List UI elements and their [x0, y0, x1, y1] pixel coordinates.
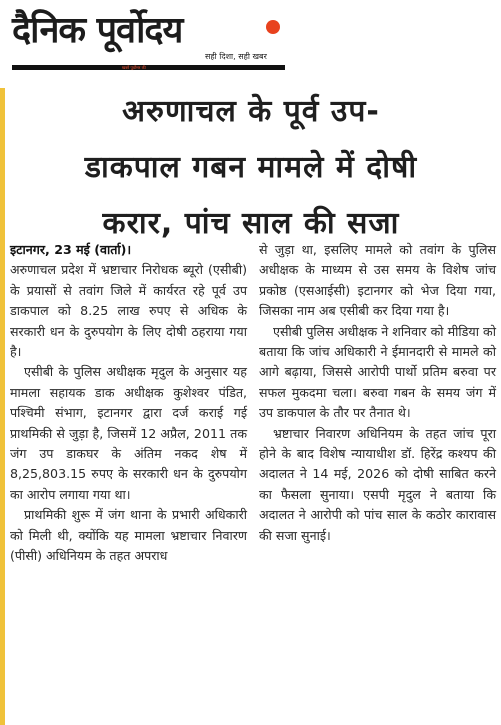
article-paragraph-text: अरुणाचल प्रदेश में भ्रष्टाचार निरोधक ब्यूरो (एसीबी) के प्रयासों से तवांग जिले में कार्यरत रहे पूर्व उप डाकपाल को 8.25 लाख रुपए से अधिक के सरकारी धन के दुरुपयोग के लिए दोषी ठहराया गया है।: [10, 262, 247, 360]
left-accent-strip: [0, 88, 5, 725]
headline-line-2: डाकपाल गबन मामले में दोषी: [84, 150, 418, 185]
article-column-right: [259, 240, 496, 720]
article-paragraph: एसीबी के पुलिस अधीक्षक मृदुल के अनुसार यह मामला सहायक डाक अधीक्षक कुशेश्वर पंडित, पश्चिमी संभाग, इटानगर द्वारा दर्ज कराई गई प्राथमिकी से जुड़ा है, जिसमें 12 अप्रैल, 2011 तक जंग उप डाकघर के अंतिम नकद शेष में 8,25,803.15 रुपए के सरकारी धन के दुरुपयोग का आरोप लगाया गया था।: [10, 364, 247, 502]
masthead-subline: खबरें पूर्वोत्तर की: [122, 65, 146, 70]
article-paragraph: प्राथमिकी शुरू में जंग थाना के प्रभारी अधिकारी को मिली थी, क्योंकि यह मामला भ्रष्टाचार निवारण (पीसी) अधिनियम के तहत अपराध: [10, 507, 247, 564]
newspaper-name: दैनिक पूर्वोदय: [12, 10, 183, 51]
newspaper-tagline: सही दिशा, सही खबर: [205, 52, 267, 61]
headline-line-1: अरुणाचल के पूर्व उप-: [122, 94, 380, 129]
headline-line-3: करार, पांच साल की सजा: [102, 206, 400, 241]
masthead-logo-dot: [266, 20, 280, 34]
masthead: [12, 8, 287, 72]
article-headline: [12, 84, 490, 252]
article-paragraph: [10, 240, 247, 362]
masthead-rule: [12, 65, 285, 70]
article-paragraph: एसीबी पुलिस अधीक्षक ने शनिवार को मीडिया को बताया कि जांच अधिकारी ने ईमानदारी से मामले को आगे बढ़ाया, जिससे आरोपी पार्थो प्रतिम बरुवा पर सफल मुकदमा चला। बरुवा गबन के समय जंग में उप डाकपाल के तौर पर तैनात थे।: [259, 323, 496, 421]
article-body: [10, 240, 496, 720]
article-dateline: इटानगर, 23 मई (वार्ता)।: [10, 242, 132, 257]
article-column-left: [10, 240, 247, 720]
article-paragraph: भ्रष्टाचार निवारण अधिनियम के तहत जांच पूरा होने के बाद विशेष न्यायाधीश डॉ. हिरेंद्र कश्यप की अदालत ने 14 मई, 2026 को दोषी साबित करने का फैसला सुनाया। एसपी मृदुल ने बताया कि अदालत ने आरोपी को पांच साल के कठोर कारावास की सजा सुनाई।: [259, 425, 496, 543]
article-paragraph: से जुड़ा था, इसलिए मामले को तवांग के पुलिस अधीक्षक के माध्यम से उस समय के विशेष जांच प्रकोष्ठ (एसआईसी) इटानगर को भेज दिया गया, जिसका नाम अब एसीबी कर दिया गया है।: [259, 242, 496, 319]
